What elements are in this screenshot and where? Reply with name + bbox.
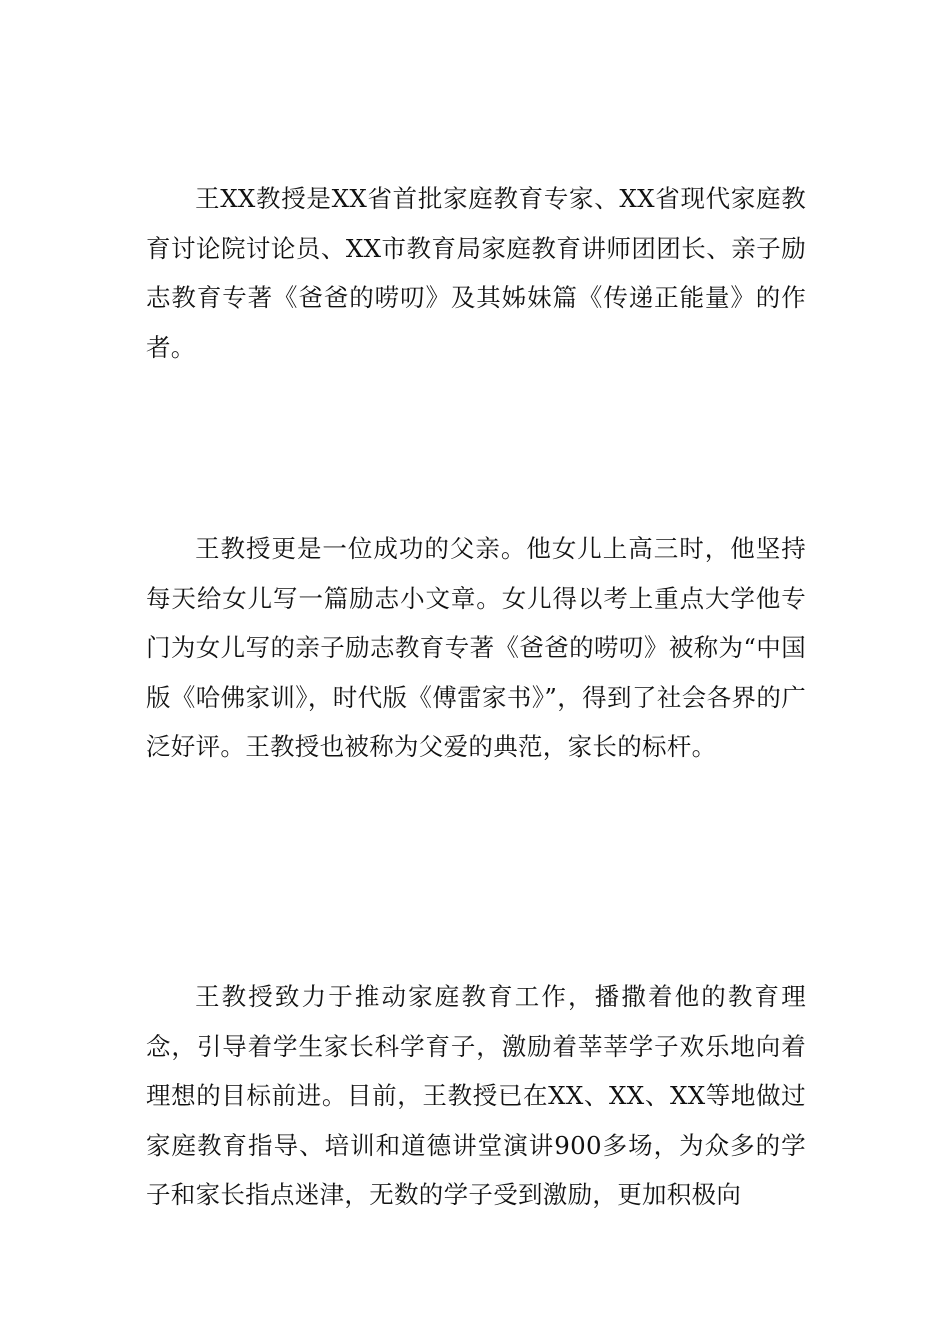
paragraph-family-education-work: 王教授致力于推动家庭教育工作，播撒着他的教育理念，引导着学生家长科学育子，激励着莘莘学子欢乐地向着理想的目标前进。目前，王教授已在XX、XX、XX等地做过家庭教育指导、培训和道德讲堂演讲900多场，为众多的学子和家长指点迷津，无数的学子受到激励，更加积极向 [146, 982, 806, 1209]
paragraph-professor-credentials: 王XX教授是XX省首批家庭教育专家、XX省现代家庭教育讨论院讨论员、XX市教育局家庭教育讲师团团长、亲子励志教育专著《爸爸的唠叨》及其姊妹篇《传递正能量》的作者。 [146, 184, 806, 362]
paragraph-successful-father: 王教授更是一位成功的父亲。他女儿上高三时，他坚持每天给女儿写一篇励志小文章。女儿得以考上重点大学他专门为女儿写的亲子励志教育专著《爸爸的唠叨》被称为“中国版《哈佛家训》，时代版《傅雷家书》”，得到了社会各界的广泛好评。王教授也被称为父爱的典范，家长的标杆。 [146, 534, 806, 761]
